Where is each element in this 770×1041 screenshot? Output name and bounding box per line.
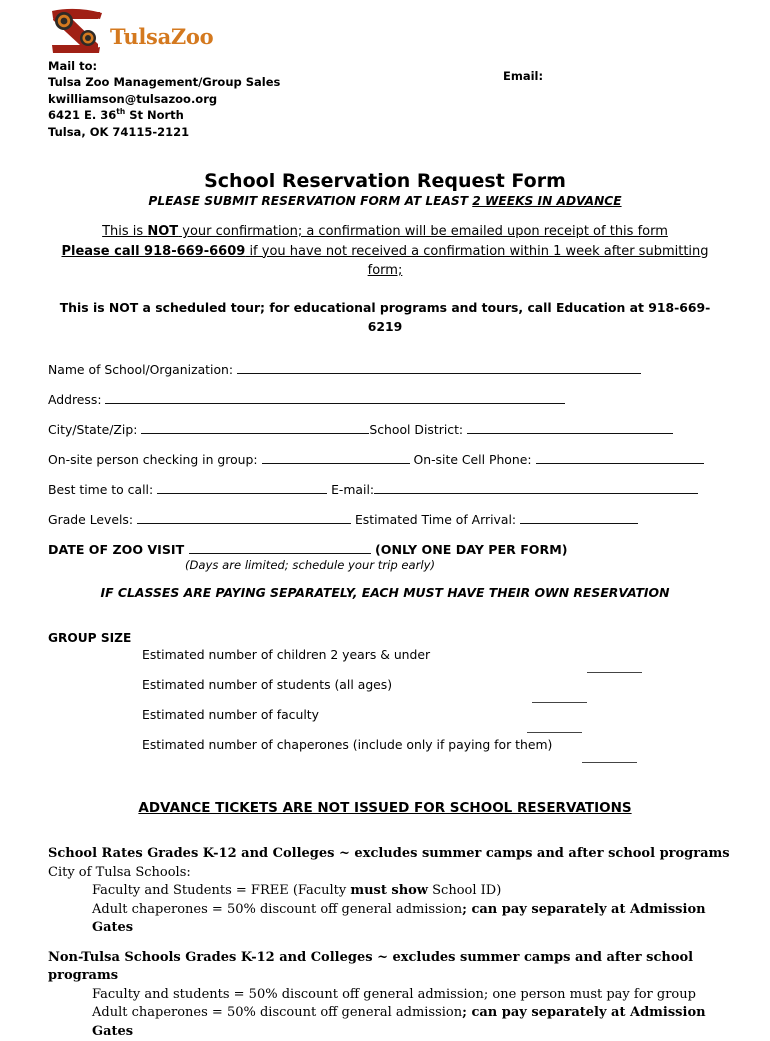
separate-payment-notice: IF CLASSES ARE PAYING SEPARATELY, EACH MUST HAVE THEIR OWN RESERVATION — [100, 585, 670, 600]
nontulsa-rates-heading: Non-Tulsa Schools Grades K-12 and Colleges ~ excludes summer camps and after school programs — [48, 949, 694, 983]
rates-spacer — [48, 938, 738, 949]
tulsa-chaperones-line — [48, 901, 738, 938]
label-faculty: Estimated number of faculty — [142, 707, 319, 722]
nontulsa-faculty-students-line: Faculty and students = 50% discount off general admission; one person must pay for group — [92, 986, 696, 1002]
label-onsite-person: On-site person checking in group: — [48, 452, 258, 467]
label-chaperones: Estimated number of chaperones (include only if paying for them) — [142, 737, 553, 752]
email-address: kwilliamson@tulsazoo.org — [48, 91, 218, 106]
field-row-best-time — [48, 480, 728, 510]
tulsa-line1-a: Faculty and Students = FREE (Faculty — [92, 883, 351, 898]
city-state-zip: Tulsa, OK 74115-2121 — [48, 124, 190, 139]
tulsa-rates-heading: School Rates Grades K-12 and Colleges ~ excludes summer camps and after school programs — [48, 846, 730, 861]
input-eta[interactable] — [520, 510, 638, 524]
notice-line1-c: your confirmation; a confirmation will be emailed upon receipt of this form — [178, 224, 668, 239]
label-school-district: School District: — [369, 422, 464, 437]
group-size-list — [142, 646, 732, 766]
input-onsite-cell[interactable] — [536, 450, 704, 464]
group-size-row-students — [142, 676, 732, 706]
tulsa-pay-separately-emphasis: ; can pay separately at Admission Gates — [92, 901, 706, 935]
notice-not-emphasis: NOT — [147, 224, 179, 239]
subtitle-plain: PLEASE SUBMIT RESERVATION FORM AT LEAST — [148, 194, 473, 208]
date-of-visit-row — [48, 540, 568, 557]
street-number: 6421 E. 36 — [48, 108, 117, 123]
input-children-under-2[interactable] — [587, 660, 642, 673]
input-school-district[interactable] — [467, 420, 673, 434]
tulsa-must-show-emphasis: must show — [350, 883, 429, 898]
logo-wordmark — [110, 23, 214, 49]
label-children-under-2: Estimated number of children 2 years & under — [142, 647, 431, 662]
nontulsa-chaperones-line — [48, 1004, 738, 1041]
input-address[interactable] — [105, 390, 565, 404]
advance-tickets-notice: ADVANCE TICKETS ARE NOT ISSUED FOR SCHOOL RESERVATIONS — [138, 800, 632, 816]
one-day-per-form-note: (ONLY ONE DAY PER FORM) — [374, 542, 568, 557]
organization-name: Tulsa Zoo Management/Group Sales — [48, 75, 281, 90]
nontulsa-pay-separately-emphasis: ; can pay separately at Admission Gates — [92, 1005, 706, 1039]
nontulsa-line2-a: Adult chaperones = 50% discount off general admission — [92, 1005, 463, 1020]
tulsa-faculty-students-line — [48, 882, 738, 901]
label-date-of-visit: DATE OF ZOO VISIT — [48, 542, 185, 557]
group-size-heading: GROUP SIZE — [48, 631, 132, 645]
mail-to-label: Mail to: — [48, 59, 98, 73]
notice-line1-a: This is — [102, 224, 148, 239]
field-row-city-district — [48, 420, 728, 450]
tulsa-rates-subheading: City of Tulsa Schools: — [48, 864, 191, 880]
label-address: Address: — [48, 392, 102, 407]
label-grade-levels: Grade Levels: — [48, 512, 134, 527]
group-size-row-children — [142, 646, 732, 676]
input-school-name[interactable] — [237, 360, 641, 374]
field-row-school-name — [48, 360, 728, 390]
tulsa-line2-a: Adult chaperones = 50% discount off general admission — [92, 901, 463, 917]
input-date-of-visit[interactable] — [189, 540, 371, 554]
logo-wordmark-tulsa: Tulsa — [110, 23, 171, 49]
label-city-state-zip: City/State/Zip: — [48, 422, 138, 437]
email-field-label: Email: — [503, 69, 544, 83]
notice-phone-emphasis: Please call 918-669-6609 — [61, 243, 246, 259]
confirmation-notice — [55, 222, 715, 281]
scheduled-tour-notice: This is NOT a scheduled tour; for educational programs and tours, call Education at 918-669-6219 — [59, 300, 711, 334]
field-row-onsite-person — [48, 450, 728, 480]
street-address — [48, 107, 280, 123]
group-size-row-faculty — [142, 706, 732, 736]
input-best-time[interactable] — [157, 480, 327, 494]
page-subtitle — [0, 194, 770, 208]
input-email[interactable] — [374, 480, 698, 494]
subtitle-underlined: 2 WEEKS IN ADVANCE — [472, 194, 622, 208]
group-size-row-chaperones — [142, 736, 732, 766]
input-onsite-person[interactable] — [262, 450, 410, 464]
tulsa-zoo-logo — [48, 8, 213, 56]
mail-to-block — [48, 58, 280, 140]
street-ordinal: th — [116, 107, 126, 117]
input-students[interactable] — [532, 690, 587, 703]
notice-line2-b: if you have not received a confirmation within 1 week after submitting form; — [245, 243, 709, 278]
label-school-name: Name of School/Organization: — [48, 362, 234, 377]
label-eta: Estimated Time of Arrival: — [354, 512, 517, 527]
input-grade-levels[interactable] — [137, 510, 351, 524]
input-faculty[interactable] — [527, 720, 582, 733]
field-row-grade-levels — [48, 510, 728, 540]
label-email: E-mail: — [331, 482, 375, 497]
input-city-state-zip[interactable] — [141, 420, 369, 434]
rates-section — [48, 845, 738, 1041]
zoo-z-mark-icon — [48, 8, 106, 56]
label-students: Estimated number of students (all ages) — [142, 677, 393, 692]
tulsa-line1-c: School ID) — [428, 883, 502, 898]
street-rest: St North — [125, 108, 184, 123]
page-title: School Reservation Request Form — [204, 170, 566, 192]
days-limited-note: (Days are limited; schedule your trip early) — [184, 558, 435, 572]
input-chaperones[interactable] — [582, 750, 637, 763]
logo-wordmark-zoo: Zoo — [170, 23, 214, 49]
form-fields-section — [48, 360, 728, 540]
label-best-time: Best time to call: — [48, 482, 154, 497]
label-onsite-cell: On-site Cell Phone: — [413, 452, 532, 467]
field-row-address — [48, 390, 728, 420]
